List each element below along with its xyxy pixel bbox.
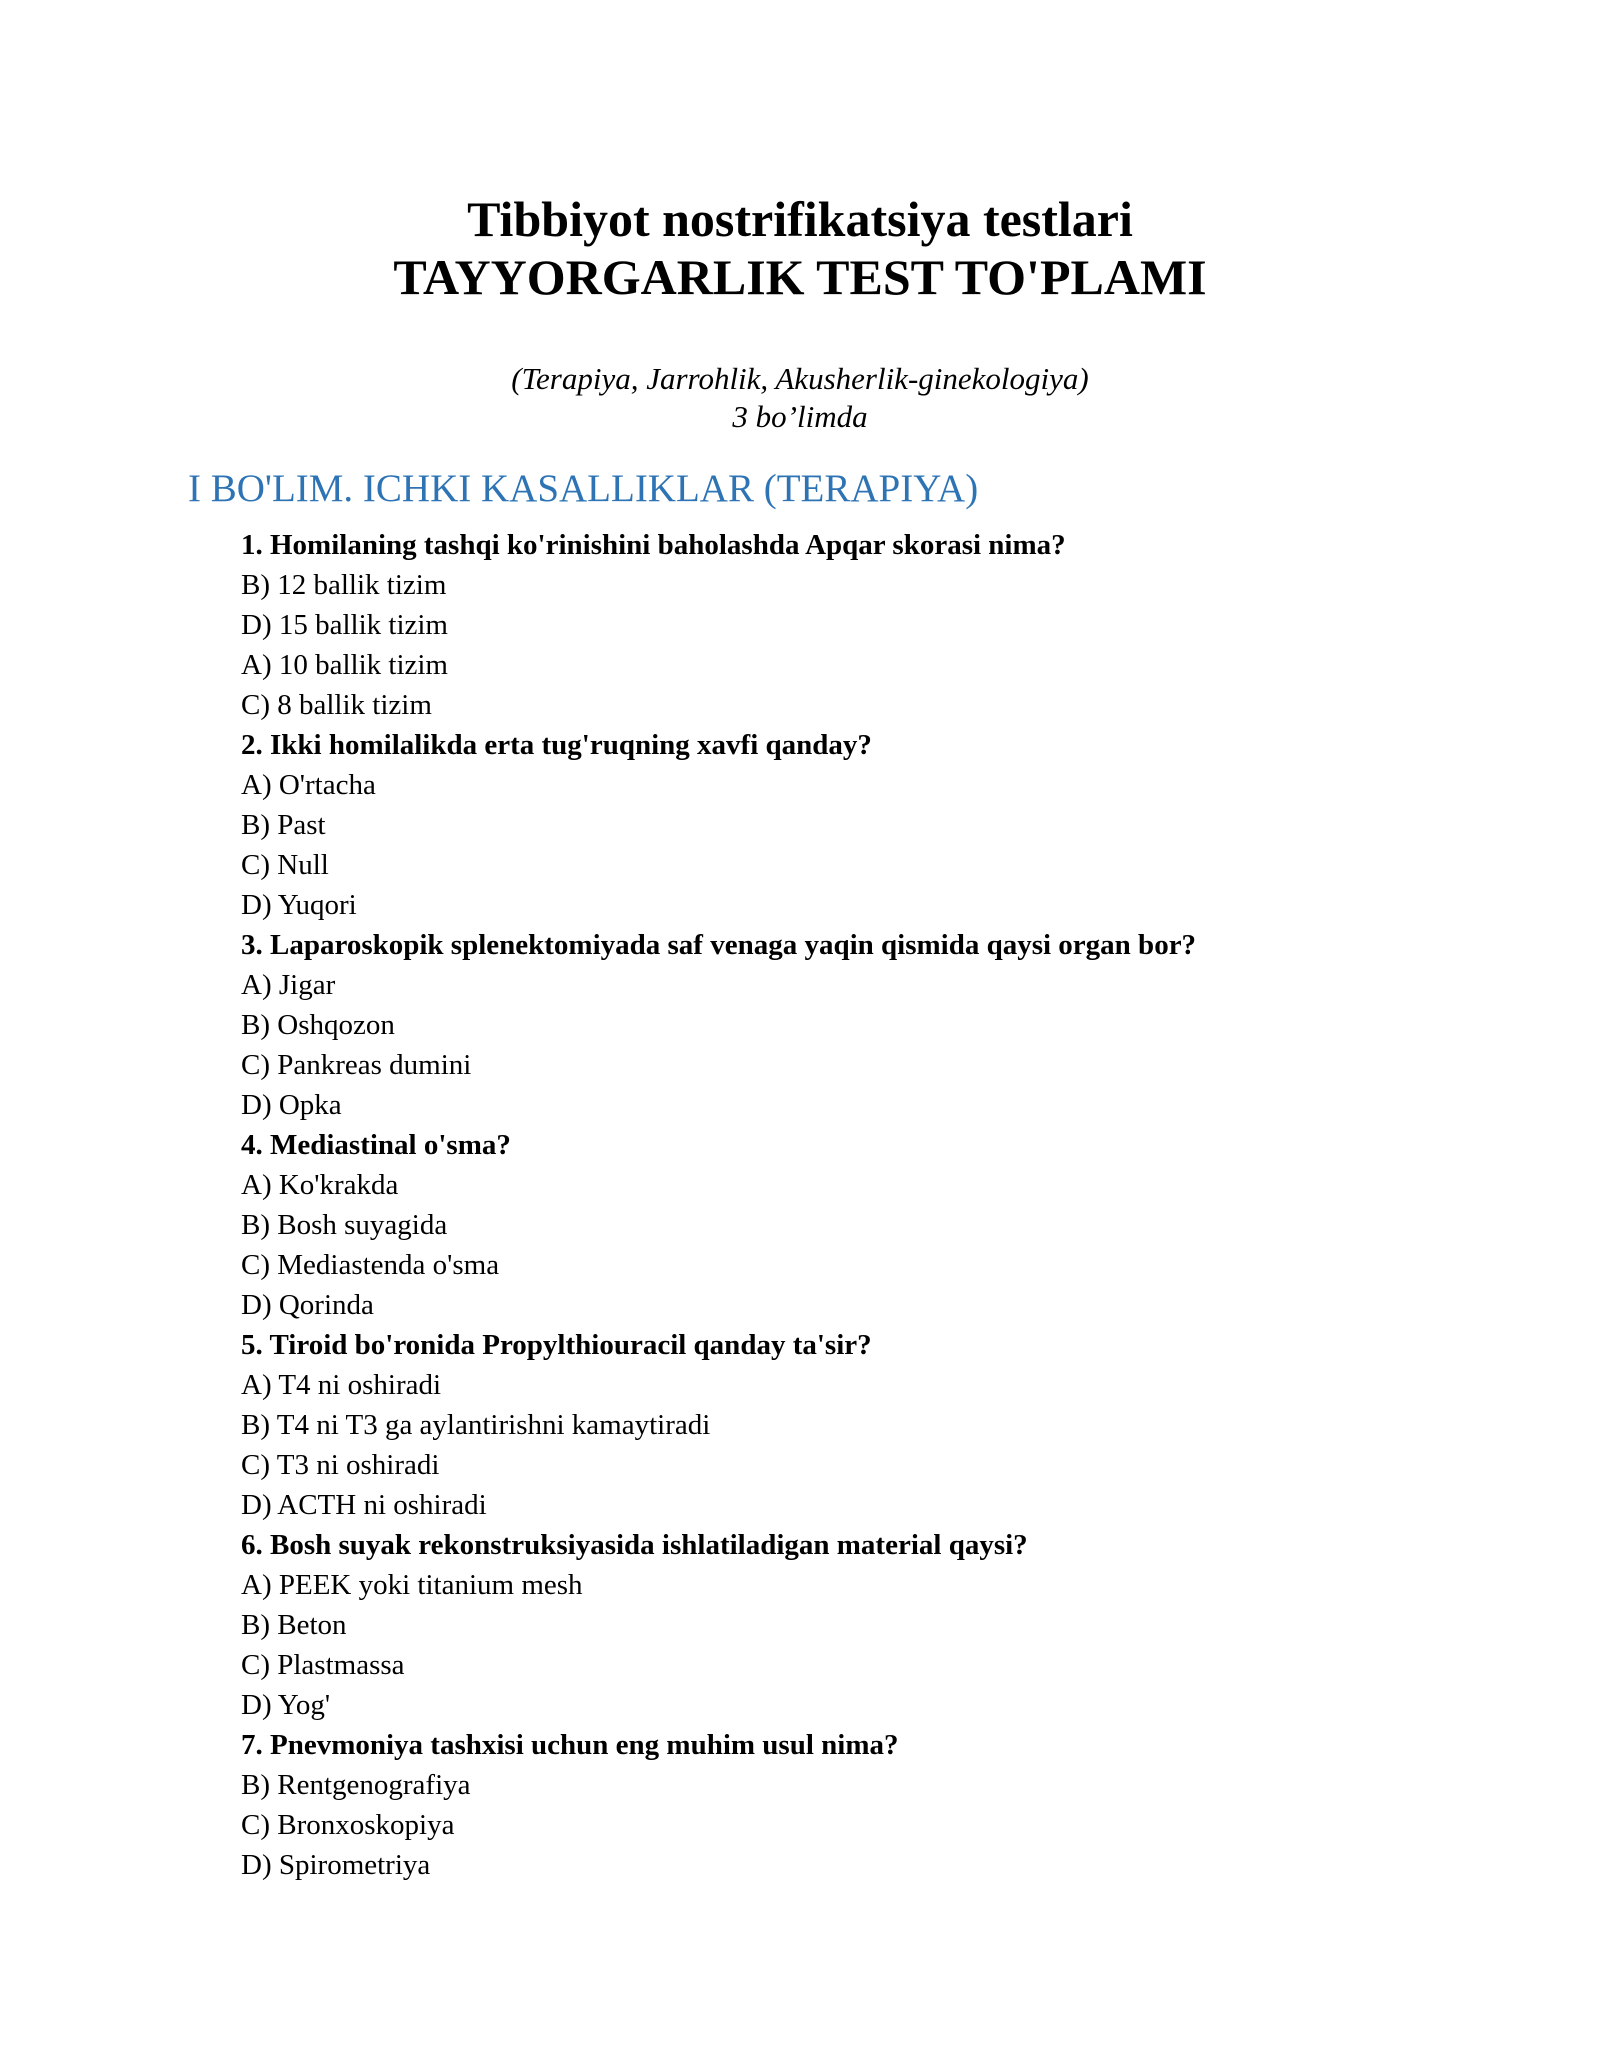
answer-option: D) Spirometriya — [241, 1849, 431, 1881]
document-subtitle — [0, 360, 1600, 436]
question-text: 3. Laparoskopik splenektomiyada saf venaga yaqin qismida qaysi organ bor? — [241, 929, 1197, 961]
answer-option: A) T4 ni oshiradi — [241, 1369, 442, 1401]
question-text: 1. Homilaning tashqi ko'rinishini baholashda Apqar skorasi nima? — [241, 529, 1066, 561]
answer-option: C) Null — [241, 849, 329, 881]
title-line-1: Tibbiyot nostrifikatsiya testlari — [467, 191, 1133, 247]
answer-option: A) Jigar — [241, 969, 336, 1001]
answer-option: D) Yog' — [241, 1689, 331, 1721]
answer-option: D) 15 ballik tizim — [241, 609, 448, 641]
answer-option: C) Mediastenda o'sma — [241, 1249, 500, 1281]
question-item — [241, 1325, 1541, 1525]
question-item — [241, 725, 1541, 925]
answer-option: B) 12 ballik tizim — [241, 569, 447, 601]
answer-option: C) Pankreas dumini — [241, 1049, 472, 1081]
question-item — [241, 525, 1541, 725]
question-item — [241, 1725, 1541, 1885]
answer-option: C) Plastmassa — [241, 1649, 405, 1681]
question-item — [241, 925, 1541, 1125]
answer-option: D) Yuqori — [241, 889, 357, 921]
question-text: 5. Tiroid bo'ronida Propylthiouracil qanday ta'sir? — [241, 1329, 872, 1361]
section-heading: I BO'LIM. ICHKI KASALLIKLAR (TERAPIYA) — [188, 467, 979, 510]
answer-option: B) Rentgenografiya — [241, 1769, 471, 1801]
document-title — [0, 190, 1600, 306]
answer-option: B) Bosh suyagida — [241, 1209, 448, 1241]
answer-option: C) Bronxoskopiya — [241, 1809, 455, 1841]
answer-option: B) Past — [241, 809, 326, 841]
question-text: 4. Mediastinal o'sma? — [241, 1129, 511, 1161]
answer-option: A) Ko'krakda — [241, 1169, 399, 1201]
answer-option: D) Qorinda — [241, 1289, 374, 1321]
question-item — [241, 1525, 1541, 1725]
subtitle-line-2: 3 bo’limda — [732, 399, 868, 434]
answer-option: C) T3 ni oshiradi — [241, 1449, 440, 1481]
answer-option: B) Beton — [241, 1609, 347, 1641]
answer-option: A) 10 ballik tizim — [241, 649, 448, 681]
answer-option: D) Opka — [241, 1089, 342, 1121]
answer-option: B) Oshqozon — [241, 1009, 395, 1041]
question-text: 6. Bosh suyak rekonstruksiyasida ishlatiladigan material qaysi? — [241, 1529, 1028, 1561]
answer-option: C) 8 ballik tizim — [241, 689, 432, 721]
answer-option: A) O'rtacha — [241, 769, 376, 801]
answer-option: D) ACTH ni oshiradi — [241, 1489, 487, 1521]
question-text: 7. Pnevmoniya tashxisi uchun eng muhim usul nima? — [241, 1729, 899, 1761]
question-item — [241, 1125, 1541, 1325]
answer-option: B) T4 ni T3 ga aylantirishni kamaytiradi — [241, 1409, 711, 1441]
title-line-2: TAYYORGARLIK TEST TO'PLAMI — [393, 249, 1207, 305]
answer-option: A) PEEK yoki titanium mesh — [241, 1569, 583, 1601]
question-list — [241, 525, 1541, 1885]
subtitle-line-1: (Terapiya, Jarrohlik, Akusherlik-ginekologiya) — [511, 361, 1089, 396]
question-text: 2. Ikki homilalikda erta tug'ruqning xavfi qanday? — [241, 729, 872, 761]
